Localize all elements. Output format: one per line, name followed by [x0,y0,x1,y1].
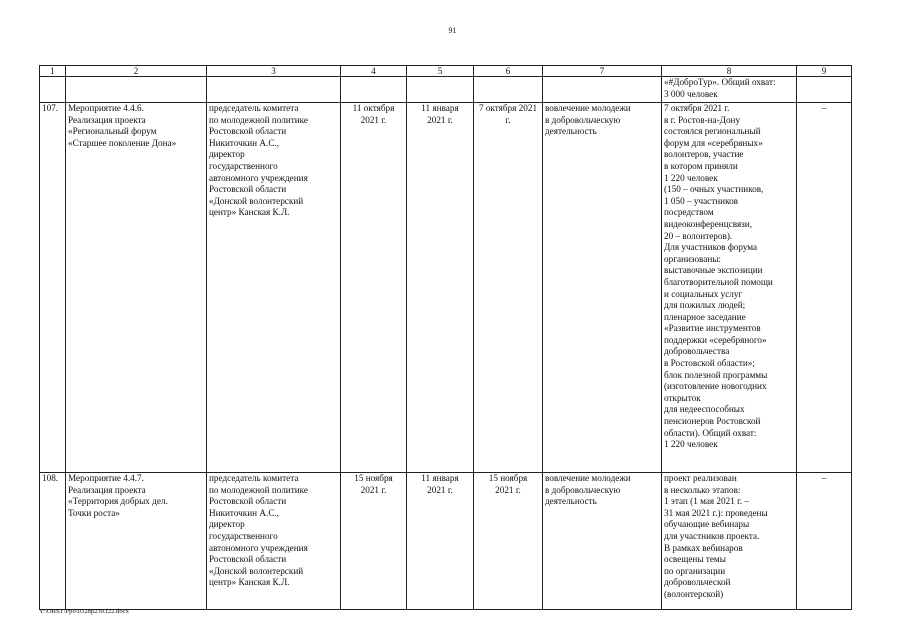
table-row-108 [40,473,852,610]
column-number: 2 [66,66,207,77]
column-number: 5 [407,66,474,77]
column-number: 8 [662,66,797,77]
continuation-row [40,77,852,103]
table-row-107 [40,103,852,473]
responsible-cell: председатель комитета по молодежной политике Ростовской области Никиточкин А.С., директор государственного автономного учреждения Ростовской области «Донской волонтерский центр» Канская К.Л. [207,103,341,473]
result-cell: проект реализован в несколько этапов: 1 этап (1 мая 2021 г. – 31 мая 2021 г.): проведены обучающие вебинары для участников проекта. В рамках вебинаров освещены темы по организации добровольческой (волонтерской) [662,473,797,610]
continuation-result-cell: «#ДоброТур». Общий охват: 3 000 человек [662,77,797,103]
report-table [39,65,852,610]
planned-start-cell: 11 октября 2021 г. [341,103,407,473]
row-number: 108. [40,473,66,610]
note-cell: – [797,473,852,610]
row-number: 107. [40,103,66,473]
note-cell: – [797,103,852,473]
actual-date-cell: 7 октября 2021 г. [474,103,543,473]
column-number: 3 [207,66,341,77]
column-number: 6 [474,66,543,77]
event-cell: Мероприятие 4.4.6. Реализация проекта «Региональный форум «Старшее поколение Дона» [66,103,207,473]
planned-end-cell: 11 января 2021 г. [407,103,474,473]
column-number: 9 [797,66,852,77]
column-number-row [40,66,852,77]
column-number: 4 [341,66,407,77]
footer-file-path: Y:\ORST\Ppo\0328p239.f22.docx [39,608,129,615]
page-number: 91 [448,26,457,35]
actual-date-cell: 15 ноября 2021 г. [474,473,543,610]
result-cell: 7 октября 2021 г. в г. Ростов-на-Дону состоялся региональный форум для «серебряных» волонтеров, участие в котором приняли 1 220 человек (150 – очных участников, 1 050 – участников посредством видеоконференцсвязи, 20 – волонтеров). Для участников форума организованы: выставочные экспозиции благотворительной помощи и социальных услуг для пожилых людей; пленарное заседание «Развитие инструментов поддержки «серебряного» добровольчества в Ростовской области»; блок полезной программы (изготовление новогодних открыток для недееспособных пенсионеров Ростовской области). Общий охват: 1 220 человек [662,103,797,473]
planned-end-cell: 11 января 2021 г. [407,473,474,610]
event-cell: Мероприятие 4.4.7. Реализация проекта «Территория добрых дел. Точки роста» [66,473,207,610]
column-number: 1 [40,66,66,77]
column-number: 7 [543,66,662,77]
responsible-cell: председатель комитета по молодежной политике Ростовской области Никиточкин А.С., директор государственного автономного учреждения Ростовской области «Донской волонтерский центр» Канская К.Л. [207,473,341,610]
goal-cell: вовлечение молодежи в добровольческую деятельность [543,473,662,610]
goal-cell: вовлечение молодежи в добровольческую деятельность [543,103,662,473]
planned-start-cell: 15 ноября 2021 г. [341,473,407,610]
